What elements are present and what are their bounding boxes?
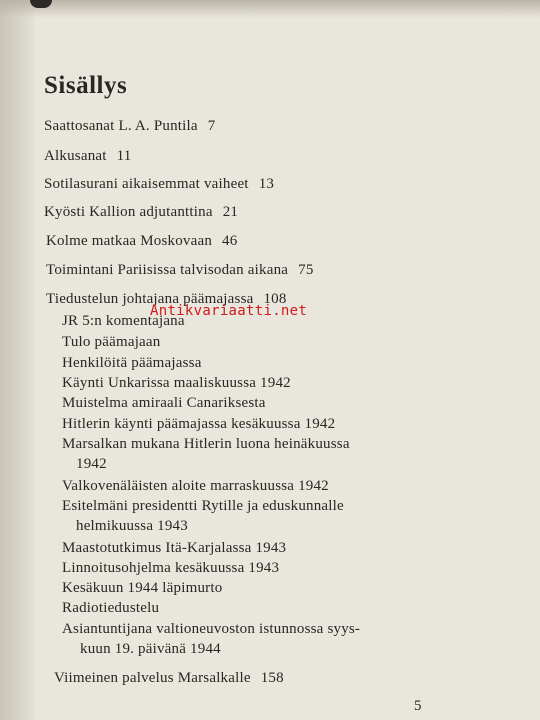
toc-entry-page: 21 [222, 204, 239, 220]
toc-entry-page: 13 [258, 176, 275, 192]
toc-entry-text: Tiedustelun johtajana päämajassa [46, 291, 254, 307]
page-title: Sisällys [44, 72, 128, 99]
toc-subentry: Käynti Unkarissa maaliskuussa 1942 [62, 375, 291, 391]
toc-subentry: Henkilöitä päämajassa [62, 355, 202, 371]
toc-entry [44, 176, 274, 193]
toc-entry-page: 46 [222, 233, 238, 249]
book-spine-shadow [0, 0, 34, 720]
toc-entry [54, 670, 284, 687]
toc-entry [44, 148, 131, 165]
toc-subentry: Radiotiedustelu [62, 600, 160, 616]
toc-subentry: Maastotutkimus Itä-Karjalassa 1943 [62, 540, 287, 556]
toc-subentry: Asiantuntijana valtioneuvoston istunnossa syys- [62, 621, 361, 637]
watermark-text: Antikvariaatti.net [150, 303, 308, 319]
toc-subentry-continuation: helmikuussa 1943 [76, 518, 188, 534]
toc-entry [46, 262, 314, 279]
toc-entry-text: Sotilasurani aikaisemmat vaiheet [44, 176, 249, 192]
toc-subentry-continuation: kuun 19. päivänä 1944 [80, 641, 221, 657]
toc-entry-text: Kyösti Kallion adjutanttina [44, 204, 213, 220]
toc-entry [44, 204, 238, 221]
toc-subentry: Kesäkuun 1944 läpimurto [62, 580, 223, 596]
toc-entry-page: 158 [260, 670, 284, 686]
toc-entry [46, 233, 237, 250]
toc-subentry: Esitelmäni presidentti Rytille ja eduskunnalle [62, 498, 344, 514]
toc-subentry: Linnoitusohjelma kesäkuussa 1943 [62, 560, 280, 576]
toc-subentry: Marsalkan mukana Hitlerin luona heinäkuussa [62, 436, 350, 452]
toc-entry-page: 7 [207, 118, 216, 134]
toc-subentry: Muistelma amiraali Canariksesta [62, 395, 266, 411]
toc-entry-text: Kolme matkaa Moskovaan [46, 233, 213, 249]
toc-entry-text: Alkusanat [44, 148, 107, 164]
toc-entry-page: 11 [116, 148, 132, 164]
toc-subentry: Tulo päämajaan [62, 334, 161, 350]
toc-entry-text: Toimintani Pariisissa talvisodan aikana [46, 262, 289, 278]
page-number: 5 [414, 698, 422, 714]
book-page [34, 0, 540, 720]
toc-entry-text: Saattosanat L. A. Puntila [44, 118, 198, 134]
toc-subentry: Hitlerin käynti päämajassa kesäkuussa 1942 [62, 416, 336, 432]
toc-entry-page: 108 [263, 291, 287, 307]
toc-subentry-continuation: 1942 [76, 456, 107, 472]
toc-subentry: Valkovenäläisten aloite marraskuussa 1942 [62, 478, 329, 494]
toc-subentry: JR 5:n komentajana [62, 313, 185, 329]
toc-entry-page: 75 [298, 262, 314, 278]
toc-entry [44, 118, 215, 135]
toc-entry-text: Viimeinen palvelus Marsalkalle [54, 670, 251, 686]
